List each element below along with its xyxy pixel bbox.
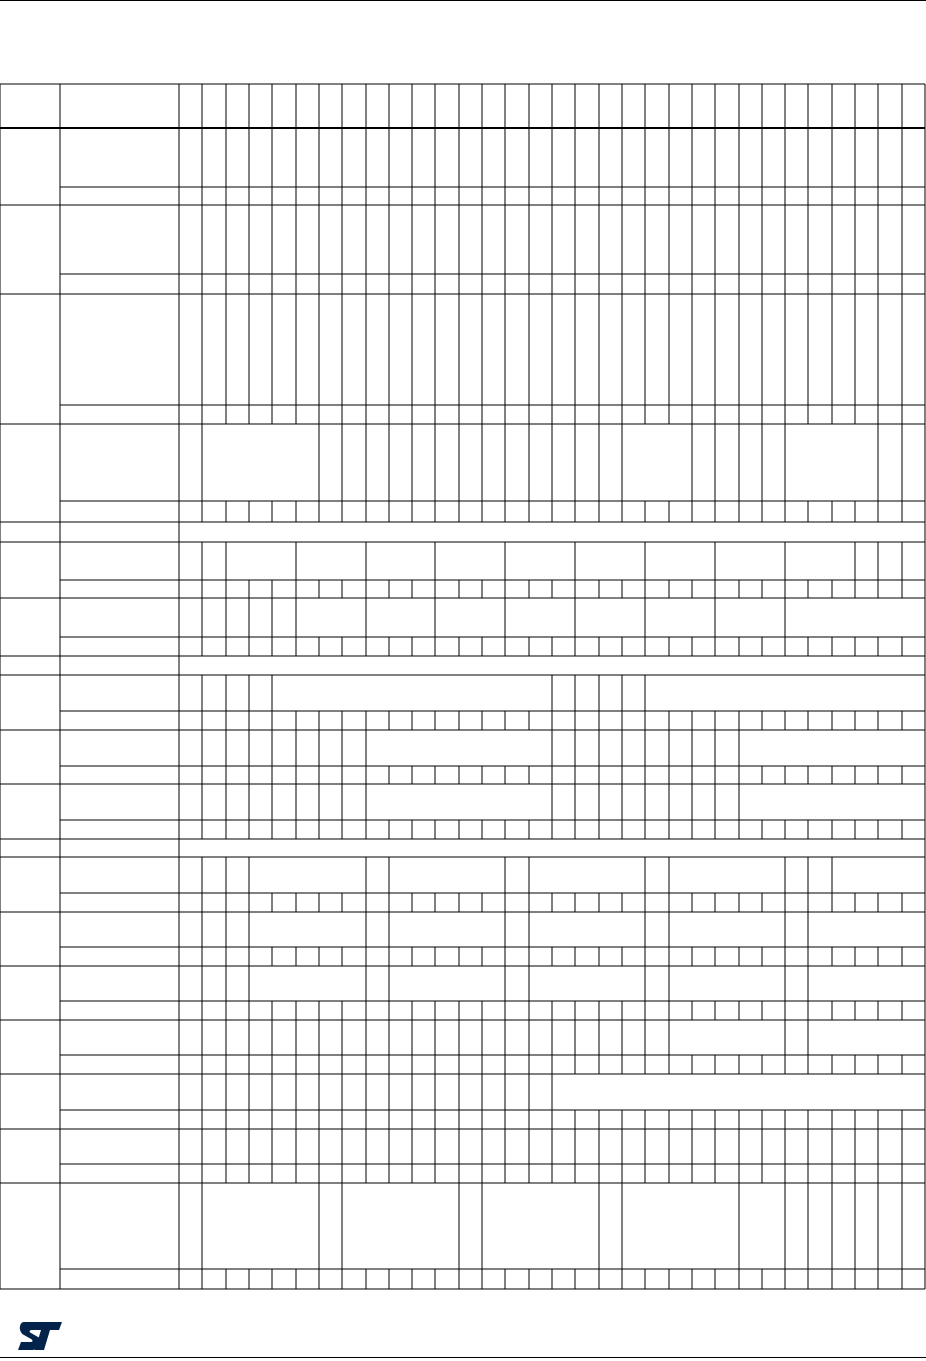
st-logo-mark [18,1322,62,1350]
footer-rule [0,1357,926,1358]
st-logo [16,1320,64,1352]
